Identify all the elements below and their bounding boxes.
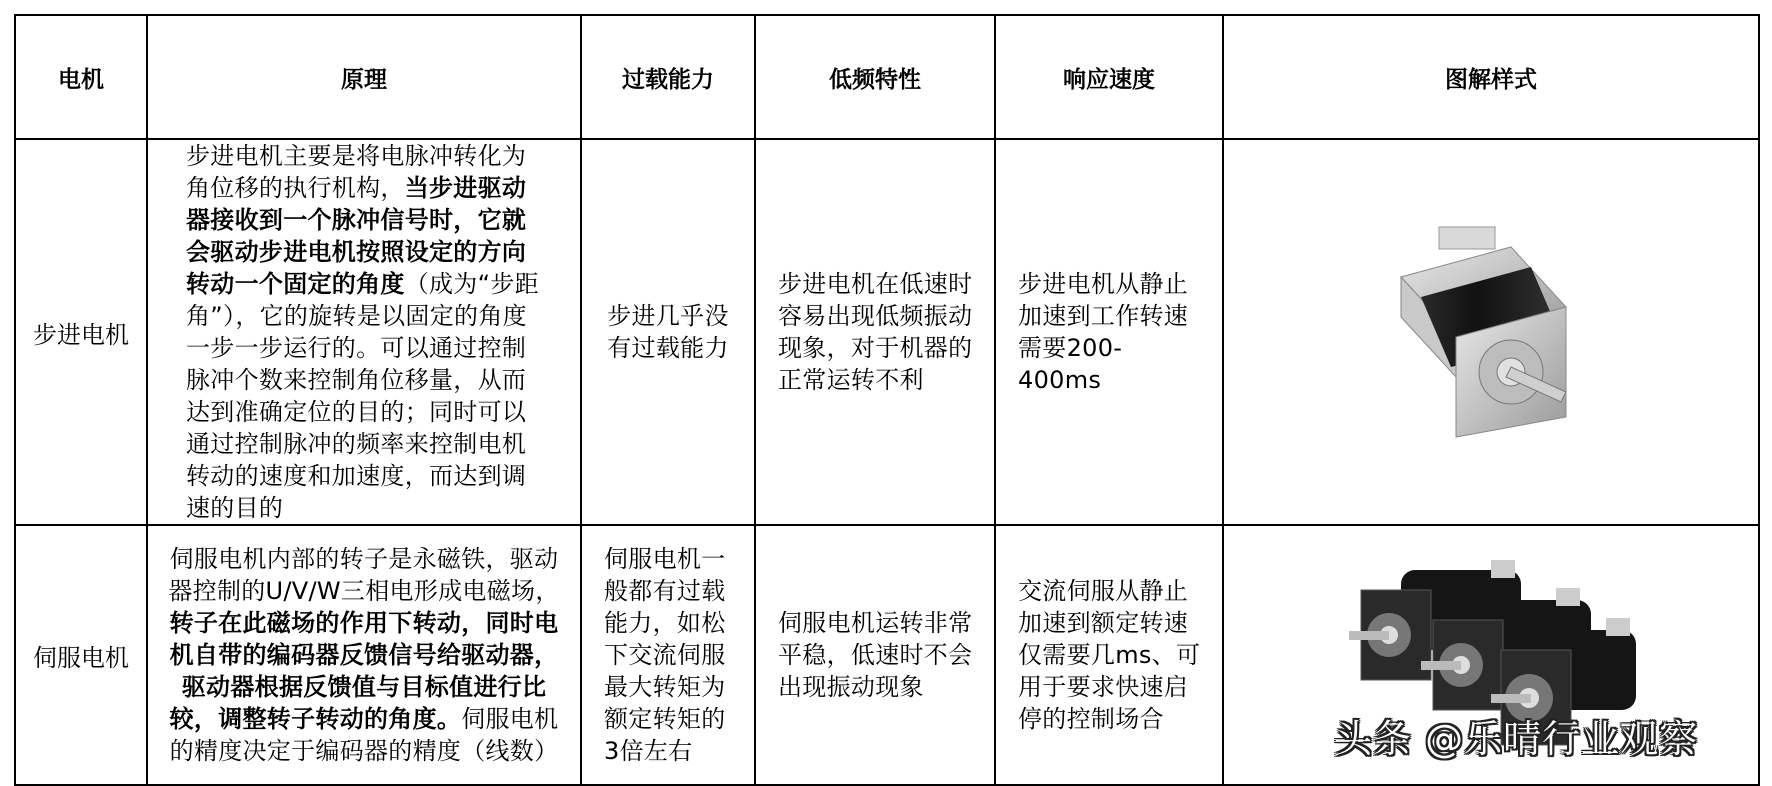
servo-name: 伺服电机 (15, 525, 147, 785)
stepper-principle-1: 步进电机主要是将电脉冲转化为角位移的执行机构， (186, 142, 527, 202)
stepper-response: 步进电机从静止加速到工作转速需要200-400ms (995, 139, 1223, 525)
stepper-principle (147, 139, 581, 525)
servo-principle-1: 伺服电机内部的转子是永磁铁，驱动器控制的U/V/W三相电形成电磁场， (168, 545, 560, 605)
servo-principle-2: 转子在此磁场的作用下转动，同时电机自带的编码器反馈信号给驱动器，驱动器根据反馈值与目标值进行比较，调整转子转动的角度。 (169, 609, 559, 733)
stepper-image-cell (1223, 139, 1759, 525)
servo-principle (147, 525, 581, 785)
servo-principle-3: 伺服电机的精度决定于编码器的精度（线数） (169, 705, 559, 765)
header-overload: 过载能力 (581, 15, 755, 139)
comparison-table (14, 14, 1760, 786)
stepper-principle-4: 可以通过控制脉冲个数来控制角位移量，从而达到准确定位的目的；同时可以通过控制脉冲的频率来控制电机转动的速度和加速度，而达到调速的目的 (186, 334, 527, 522)
stepper-principle-2: 当步进驱动器接收到一个脉冲信号时，它就会驱动步进电机按照设定的方向转动一个固定的角度 (186, 174, 527, 298)
stepper-name: 步进电机 (15, 139, 147, 525)
header-illustration: 图解样式 (1223, 15, 1759, 139)
header-lowfreq: 低频特性 (755, 15, 995, 139)
servo-overload: 伺服电机一般都有过载能力，如松下交流伺服最大转矩为额定转矩的3倍左右 (581, 525, 755, 785)
stepper-principle-3: （成为“步距角”），它的旋转是以固定的角度一步一步运行的。 (186, 270, 539, 362)
stepper-motor-photo-icon (1361, 217, 1621, 447)
servo-lowfreq: 伺服电机运转非常平稳，低速时不会出现振动现象 (755, 525, 995, 785)
header-motor: 电机 (15, 15, 147, 139)
header-response: 响应速度 (995, 15, 1223, 139)
stepper-overload: 步进几乎没有过载能力 (581, 139, 755, 525)
table-row-stepper (15, 139, 1759, 525)
watermark: 头条 @乐晴行业观察 (1334, 717, 1699, 761)
stepper-lowfreq: 步进电机在低速时容易出现低频振动现象，对于机器的正常运转不利 (755, 139, 995, 525)
header-row (15, 15, 1759, 139)
header-principle: 原理 (147, 15, 581, 139)
servo-response: 交流伺服从静止加速到额定转速仅需要几ms、可用于要求快速启停的控制场合 (995, 525, 1223, 785)
